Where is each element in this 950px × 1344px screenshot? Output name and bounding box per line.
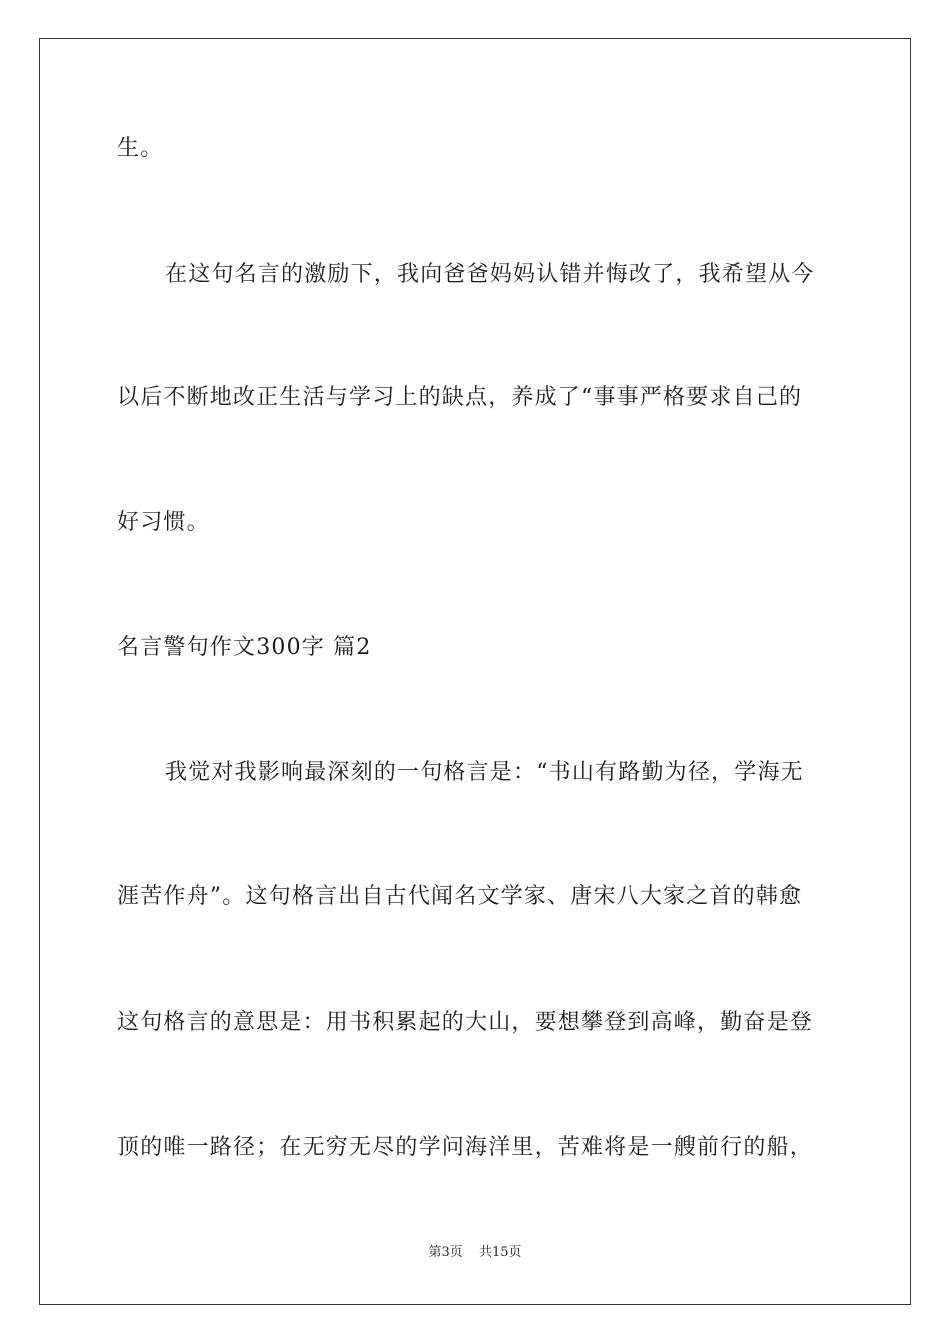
text-line-7: 这句格言的意思是：用书积累起的大山，要想攀登到高峰，勤奋是登: [117, 1010, 814, 1035]
page-border: [39, 38, 911, 1305]
text-line-3: 以后不断地改正生活与学习上的缺点，养成了“事事严格要求自己的: [117, 385, 803, 410]
page-number: 第3页: [428, 1245, 463, 1260]
section-heading: 名言警句作文300字 篇2: [117, 635, 372, 660]
text-line-5: 我觉对我影响最深刻的一句格言是：“书山有路勤为径，学海无: [165, 760, 804, 785]
page-footer: [0, 1244, 950, 1262]
text-line-4: 好习惯。: [117, 510, 210, 535]
text-line-1: 生。: [117, 136, 164, 161]
text-line-6: 涯苦作舟”。这句格言出自古代闻名文学家、唐宋八大家之首的韩愈: [117, 884, 803, 909]
text-line-8: 顶的唯一路径；在无穷无尽的学问海洋里，苦难将是一艘前行的船，: [117, 1135, 814, 1160]
text-line-2: 在这句名言的激励下，我向爸爸妈妈认错并悔改了，我希望从今: [165, 262, 815, 287]
page-total: 共15页: [478, 1245, 522, 1260]
